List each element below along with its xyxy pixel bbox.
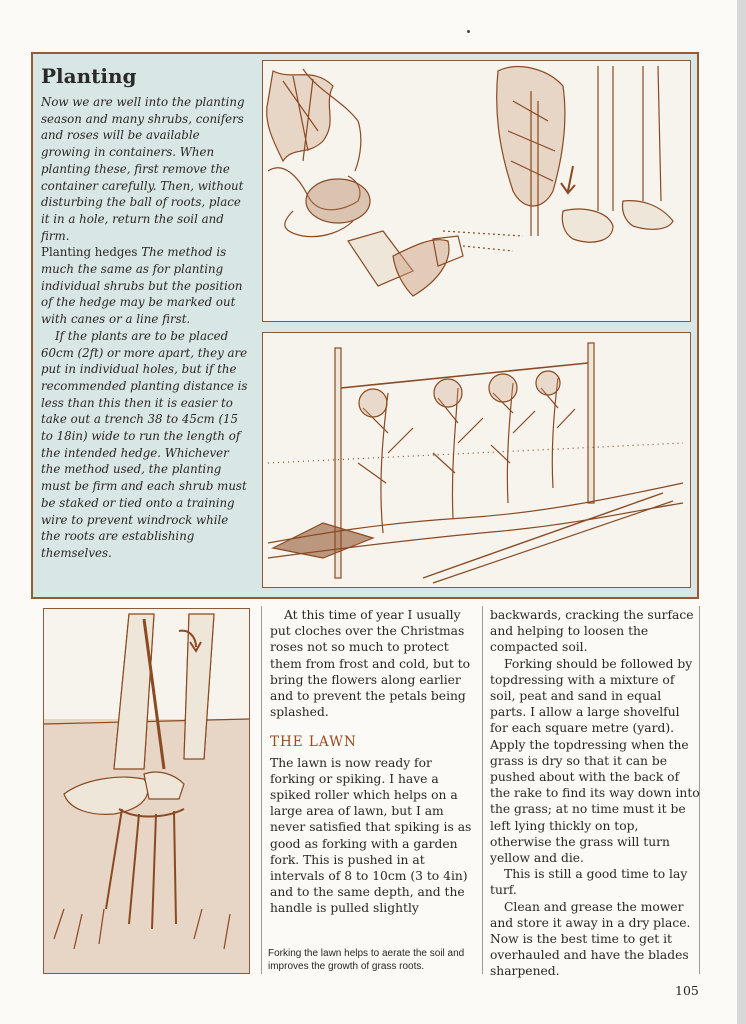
planting-panel (31, 52, 699, 599)
right-column (490, 607, 700, 980)
hedge-planting-illustration (262, 332, 691, 588)
printer-mark (467, 30, 470, 33)
figure-caption: Forking the lawn helps to aerate the soil and improves the growth of grass roots. (268, 948, 465, 972)
topdressing-paragraph: Forking should be followed by topdressing with a mixture of soil, peat and sand in equal parts. I allow a large shovelful for each square metre (yard). Apply the topdressing when the grass is dry so that it can be pushed about with the back of the rake to find its way down into the grass; at no time must it be left lying thickly on top, otherwise the grass will turn yellow and die. (490, 656, 700, 866)
cloches-paragraph: At this time of year I usually put cloches over the Christmas roses not so much to protect them from frost and cold, but to bring the flowers along earlier and to prevent the petals being splashed. (270, 608, 471, 720)
middle-column (270, 607, 475, 917)
hedge-planting-drawing (263, 333, 690, 587)
page-title: Planting (41, 64, 137, 88)
planting-hedges-heading: Planting hedges (41, 245, 138, 260)
column-divider-middle (482, 606, 483, 974)
lawn-forking-illustration (43, 608, 250, 974)
page-edge (737, 0, 746, 1024)
turf-paragraph: This is still a good time to lay turf. (490, 867, 688, 898)
mower-paragraph: Clean and grease the mower and store it away in a dry place. Now is the best time to get it overhauled and have the blades sharpened. (490, 899, 691, 979)
lawn-paragraph: The lawn is now ready for forking or spiking. I have a spiked roller which helps on a large area of lawn, but I am never satisfied that spiking is as good as forking with a garden fork. This is pushed in at intervals of 8 to 10cm (3 to 4in) and to the same depth, and the handle is pulled slightly (270, 755, 472, 916)
planting-text (41, 64, 249, 562)
page-number: 105 (675, 983, 699, 998)
column-divider-left (261, 606, 262, 974)
container-planting-illustration (262, 60, 691, 322)
planting-hedges-paragraph (41, 244, 249, 328)
lawn-forking-drawing (44, 609, 249, 973)
container-planting-drawing (263, 61, 690, 321)
continuation-paragraph: backwards, cracking the surface and helping to loosen the compacted soil. (490, 608, 694, 655)
planting-intro: Now we are well into the planting season and many shrubs, conifers and roses will be available growing in containers. When planting these, first remove the container carefully. Then, without disturbing the ball of roots, place it in a hole, return the soil and firm. (41, 95, 245, 243)
lawn-heading: THE LAWN (270, 734, 357, 751)
planting-hedges-text: The method is much the same as for planting individual shrubs but the position of the hedge may be marked out with canes or a line first. (41, 245, 243, 327)
planting-spacing-paragraph: If the plants are to be placed 60cm (2ft) or more apart, they are put in individual holes, but if the recommended planting distance is less than this then it is easier to take out a trench 38 to 45cm (15 to 18in) wide to run the length of the intended hedge. Whichever the method used, the planting must be firm and each shrub must be staked or tied onto a training wire to prevent windrock while the roots are establishing themselves. (41, 328, 248, 560)
